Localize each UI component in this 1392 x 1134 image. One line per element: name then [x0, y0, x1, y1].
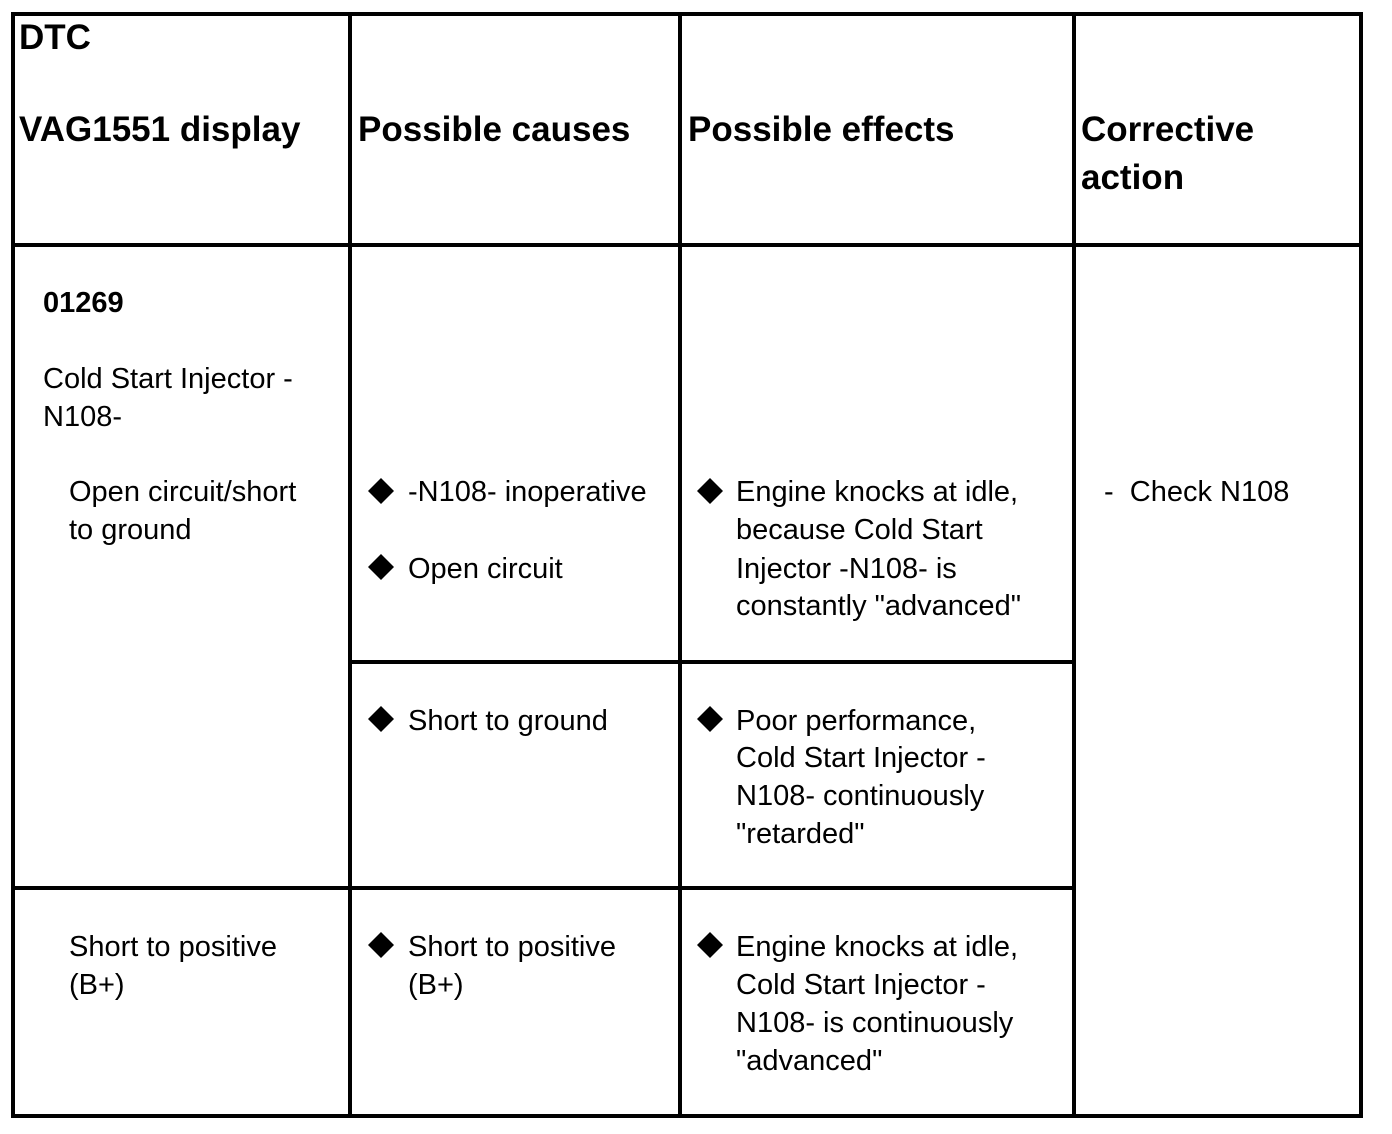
header-vag1551-display: VAG1551 display	[19, 110, 301, 149]
effect-2-line3: N108- continuously	[736, 780, 985, 812]
header-possible-effects: Possible effects	[688, 110, 955, 149]
effect-3-line4: "advanced"	[736, 1045, 883, 1077]
column-divider-1	[348, 12, 352, 1118]
dtc-component-line2: N108-	[43, 401, 122, 433]
header-action: action	[1081, 158, 1185, 197]
dtc-component-line1: Cold Start Injector -	[43, 363, 293, 395]
row-divider-causes-effects	[348, 660, 1076, 664]
cause-n108-inoperative: -N108- inoperative	[408, 476, 647, 508]
dtc-code: 01269	[43, 287, 124, 319]
diamond-bullet-icon	[696, 705, 724, 733]
header-dtc: DTC	[19, 18, 91, 57]
dtc-fault-positive-line2: (B+)	[69, 969, 125, 1001]
effect-3-line2: Cold Start Injector -	[736, 969, 986, 1001]
effect-2-line2: Cold Start Injector -	[736, 742, 986, 774]
dtc-fault-open-line1: Open circuit/short	[69, 476, 297, 508]
diamond-bullet-icon	[367, 477, 395, 505]
column-divider-2	[678, 12, 682, 1118]
effect-2-line1: Poor performance,	[736, 705, 977, 737]
header-corrective: Corrective	[1081, 110, 1255, 149]
effect-1-line3: Injector -N108- is	[736, 553, 957, 585]
table-border-top	[11, 12, 1363, 16]
cause-short-to-positive-line1: Short to positive	[408, 931, 616, 963]
header-possible-causes: Possible causes	[358, 110, 631, 149]
dtc-fault-positive-line1: Short to positive	[69, 931, 277, 963]
cause-short-to-positive-line2: (B+)	[408, 969, 464, 1001]
header-divider	[11, 243, 1363, 247]
diamond-bullet-icon	[696, 477, 724, 505]
diamond-bullet-icon	[696, 931, 724, 959]
column-divider-3	[1072, 12, 1076, 1118]
effect-1-line4: constantly "advanced"	[736, 590, 1021, 622]
diamond-bullet-icon	[367, 931, 395, 959]
table-border-bottom	[11, 1114, 1363, 1118]
effect-2-line4: "retarded"	[736, 818, 865, 850]
row-divider-short-positive	[11, 886, 1076, 890]
effect-1-line1: Engine knocks at idle,	[736, 476, 1019, 508]
effect-1-line2: because Cold Start	[736, 514, 983, 546]
table-border-left	[11, 12, 15, 1118]
diamond-bullet-icon	[367, 553, 395, 581]
diamond-bullet-icon	[367, 705, 395, 733]
dtc-fault-open-line2: to ground	[69, 514, 192, 546]
action-check-n108: - Check N108	[1104, 476, 1290, 508]
effect-3-line1: Engine knocks at idle,	[736, 931, 1019, 963]
cause-short-to-ground: Short to ground	[408, 705, 608, 737]
table-border-right	[1359, 12, 1363, 1118]
cause-open-circuit: Open circuit	[408, 553, 563, 585]
effect-3-line3: N108- is continuously	[736, 1007, 1014, 1039]
